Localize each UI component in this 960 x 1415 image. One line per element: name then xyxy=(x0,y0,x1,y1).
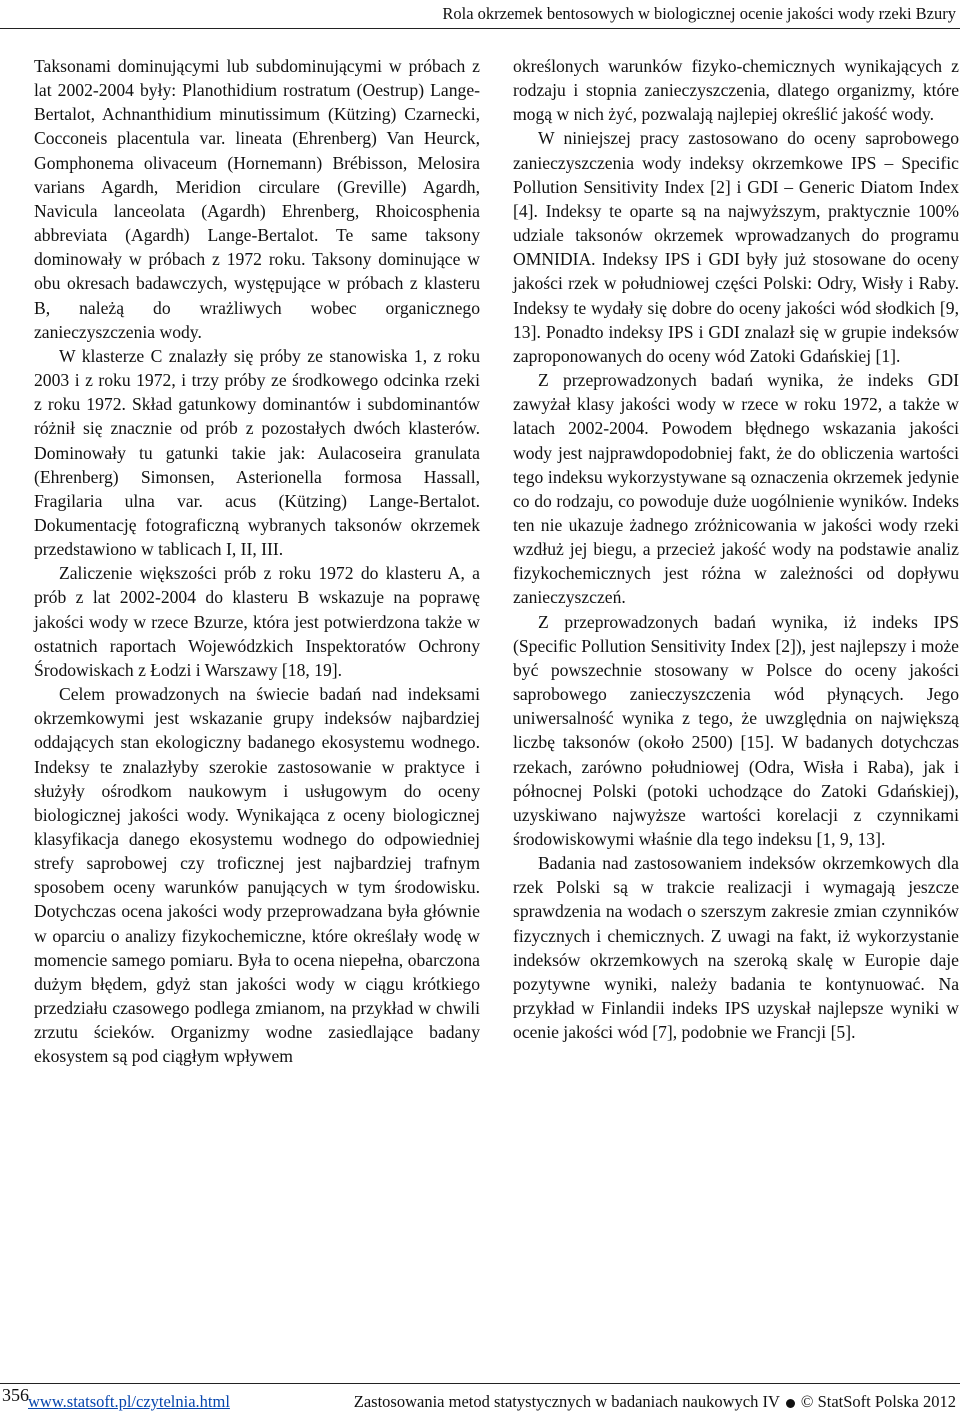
page-footer xyxy=(0,1384,960,1415)
paragraph: Badania nad zastosowaniem indeksów okrzemkowych dla rzek Polski są w trakcie realizacji i wymagają jeszcze sprawdzenia na wodach o szerszym zakresie zmian czynników fizycznych i chemicznych. Z uwagi na fakt, iż wykorzystanie indeksów okrzemkowych na szeroką skalę w Europie daje pozytywne wyniki, należy badania te kontynuować. Na przykład w Finlandii indeks IPS uzyskał najlepsze wyniki w ocenie jakości wód [7], podobnie we Francji [5]. xyxy=(513,853,959,1043)
copyright-icon: © xyxy=(800,1392,814,1411)
footer-journal xyxy=(354,1392,956,1412)
page-header xyxy=(0,0,960,28)
paragraph: W niniejszej pracy zastosowano do oceny saprobowego zanieczyszczenia wody indeksy okrzemkowe IPS – Specific Pollution Sensitivity Index [2] i GDI – Generic Diatom Index [4]. Indeksy te oparte są na najwyższym, praktycznie 100% udziale taksonów okrzemek wprowadzanych do programu OMNIDIA. Indeksy IPS i GDI były już stosowane do oceny jakości rzek w południowej części Polski: Odry, Wisły i Raby. Indeksy te wydały się dobre do oceny jakości wód słodkich [9, 13]. Ponadto indeksy IPS i GDI znalazł się w grupie indeksów zaproponowanych do oceny wód Zatoki Gdańskiej [1]. xyxy=(513,128,959,366)
publisher: StatSoft Polska 2012 xyxy=(817,1392,956,1411)
journal-title: Zastosowania metod statystycznych w badaniach naukowych IV xyxy=(353,1392,780,1411)
running-title: Rola okrzemek bentosowych w biologicznej ocenie jakości wody rzeki Bzury xyxy=(442,4,956,23)
paragraph: Z przeprowadzonych badań wynika, że indeks GDI zawyżał klasy jakości wody w rzece w roku 1972, a także w latach 2002-2004. Powodem błędnego wskazania jakości wody jest najprawdopodobniej fakt, że do obliczenia wartości tego indeksu wykorzystywane są oznaczenia okrzemek jedynie co do rodzaju, co powoduje duże uogólnienie wyników. Indeks ten nie ukazuje żadnego zróżnicowania w jakości wody rzeki wzdłuż jej biegu, a przecież jakość wody na podstawie analiz fizykochemicznych jest różna w zależności od dopływu zanieczyszczeń. xyxy=(513,370,959,608)
page-number: 356 xyxy=(2,1385,29,1405)
paragraph: Taksonami dominującymi lub subdominującymi w próbach z lat 2002-2004 były: Planothidium rostratum (Oestrup) Lange-Bertalot, Achnanthidium minutissimum (Kützing) Czarnecki, Cocconeis placentula var. lineata (Ehrenberg) Van Heurck, Gomphonema olivaceum (Hornemann) Brébisson, Melosira varians Agardh, Meridion circulare (Greville) Agardh, Navicula lanceolata (Agardh) Ehrenberg, Rhoicosphenia abbreviata (Agardh) Lange-Bertalot. Te same taksony dominowały w próbach z 1972 roku. Taksony dominujące w obu okresach badawczych, występujące w próbach z klasteru B, należą do wrażliwych wobec organicznego zanieczyszczenia wody. xyxy=(34,56,480,342)
paragraph: określonych warunków fizyko-chemicznych wynikających z rodzaju i stopnia zanieczyszczenia, dlatego organizmy, które mogą w nich żyć, pozwalają najlepiej określić jakość wody. xyxy=(513,56,959,125)
right-column xyxy=(513,54,959,1044)
paragraph: W klasterze C znalazły się próby ze stanowiska 1, z roku 2003 i z roku 1972, i trzy próby ze środkowego odcinka rzeki z roku 1972. Skład gatunkowy dominantów i subdominantów różnił się znacznie od prób z pozostałych dwóch klasterów. Dominowały tu gatunki takie jak: Aulacoseira granulata (Ehrenberg) Simonsen, Asterionella formosa Hassall, Fragilaria ulna var. acus (Kützing) Lange-Bertalot. Dokumentację fotograficzną wybranych taksonów okrzemek przedstawiono w tablicach I, II, III. xyxy=(34,345,480,560)
header-divider xyxy=(0,28,960,29)
paragraph: Celem prowadzonych na świecie badań nad indeksami okrzemkowymi jest wskazanie grupy indeksów najbardziej oddających stan ekologiczny badanego ekosystemu wodnego. Indeksy te znalazłyby szerokie zastosowanie w praktyce i służyły ośrodkom naukowym i usługowym do oceny biologicznej jakości wody. Wynikająca z oceny biologicznej klasyfikacja danego ekosystemu wodnego do odpowiedniej strefy saprobowej czy troficznej jest najbardziej trafnym sposobem oceny warunków panujących w tym środowisku. Dotychczas ocena jakości wody przeprowadzana była głównie w oparciu o analizy fizykochemiczne, które określały wodę w momencie samego pomiaru. Była to ocena niepełna, obarczona dużym błędem, gdyż stan jakości wody w ciągu krótkiego przedziału czasowego podlega zmianom, na przykład w chwili zrzutu ścieków. Organizmy wodne zasiedlające badany ekosystem są pod ciągłym wpływem xyxy=(34,684,480,1067)
bullet-icon xyxy=(786,1399,795,1408)
paragraph: Zaliczenie większości prób z roku 1972 do klasteru A, a prób z lat 2002-2004 do klasteru B wskazuje na poprawę jakości wody w rzece Bzurze, która jest potwierdzona także w ostatnich raportach Wojewódzkich Inspektoratów Ochrony Środowiskach z Łodzi i Warszawy [18, 19]. xyxy=(34,563,480,680)
paragraph: Z przeprowadzonych badań wynika, iż indeks IPS (Specific Pollution Sensitivity Index [2]), jest najlepszy i może być powszechnie stosowany w Polsce do oceny jakości saprobowego zanieczyszczenia wód płynących. Jego uniwersalność wynika z tego, że uwzględnia on największą liczbę taksonów (około 2500) [15]. W badanych dotychczas rzekach, zarówno południowej (Odra, Wisła i Raba), jak i północnej Polski (potoki uchodzące do Zatoki Gdańskiej), uzyskiwano najwyższe wartości korelacji z czynnikami środowiskowymi właśnie dla tego indeksu [1, 9, 13]. xyxy=(513,611,959,849)
footer-link[interactable]: www.statsoft.pl/czytelnia.html xyxy=(28,1392,230,1411)
left-column xyxy=(34,54,480,1069)
